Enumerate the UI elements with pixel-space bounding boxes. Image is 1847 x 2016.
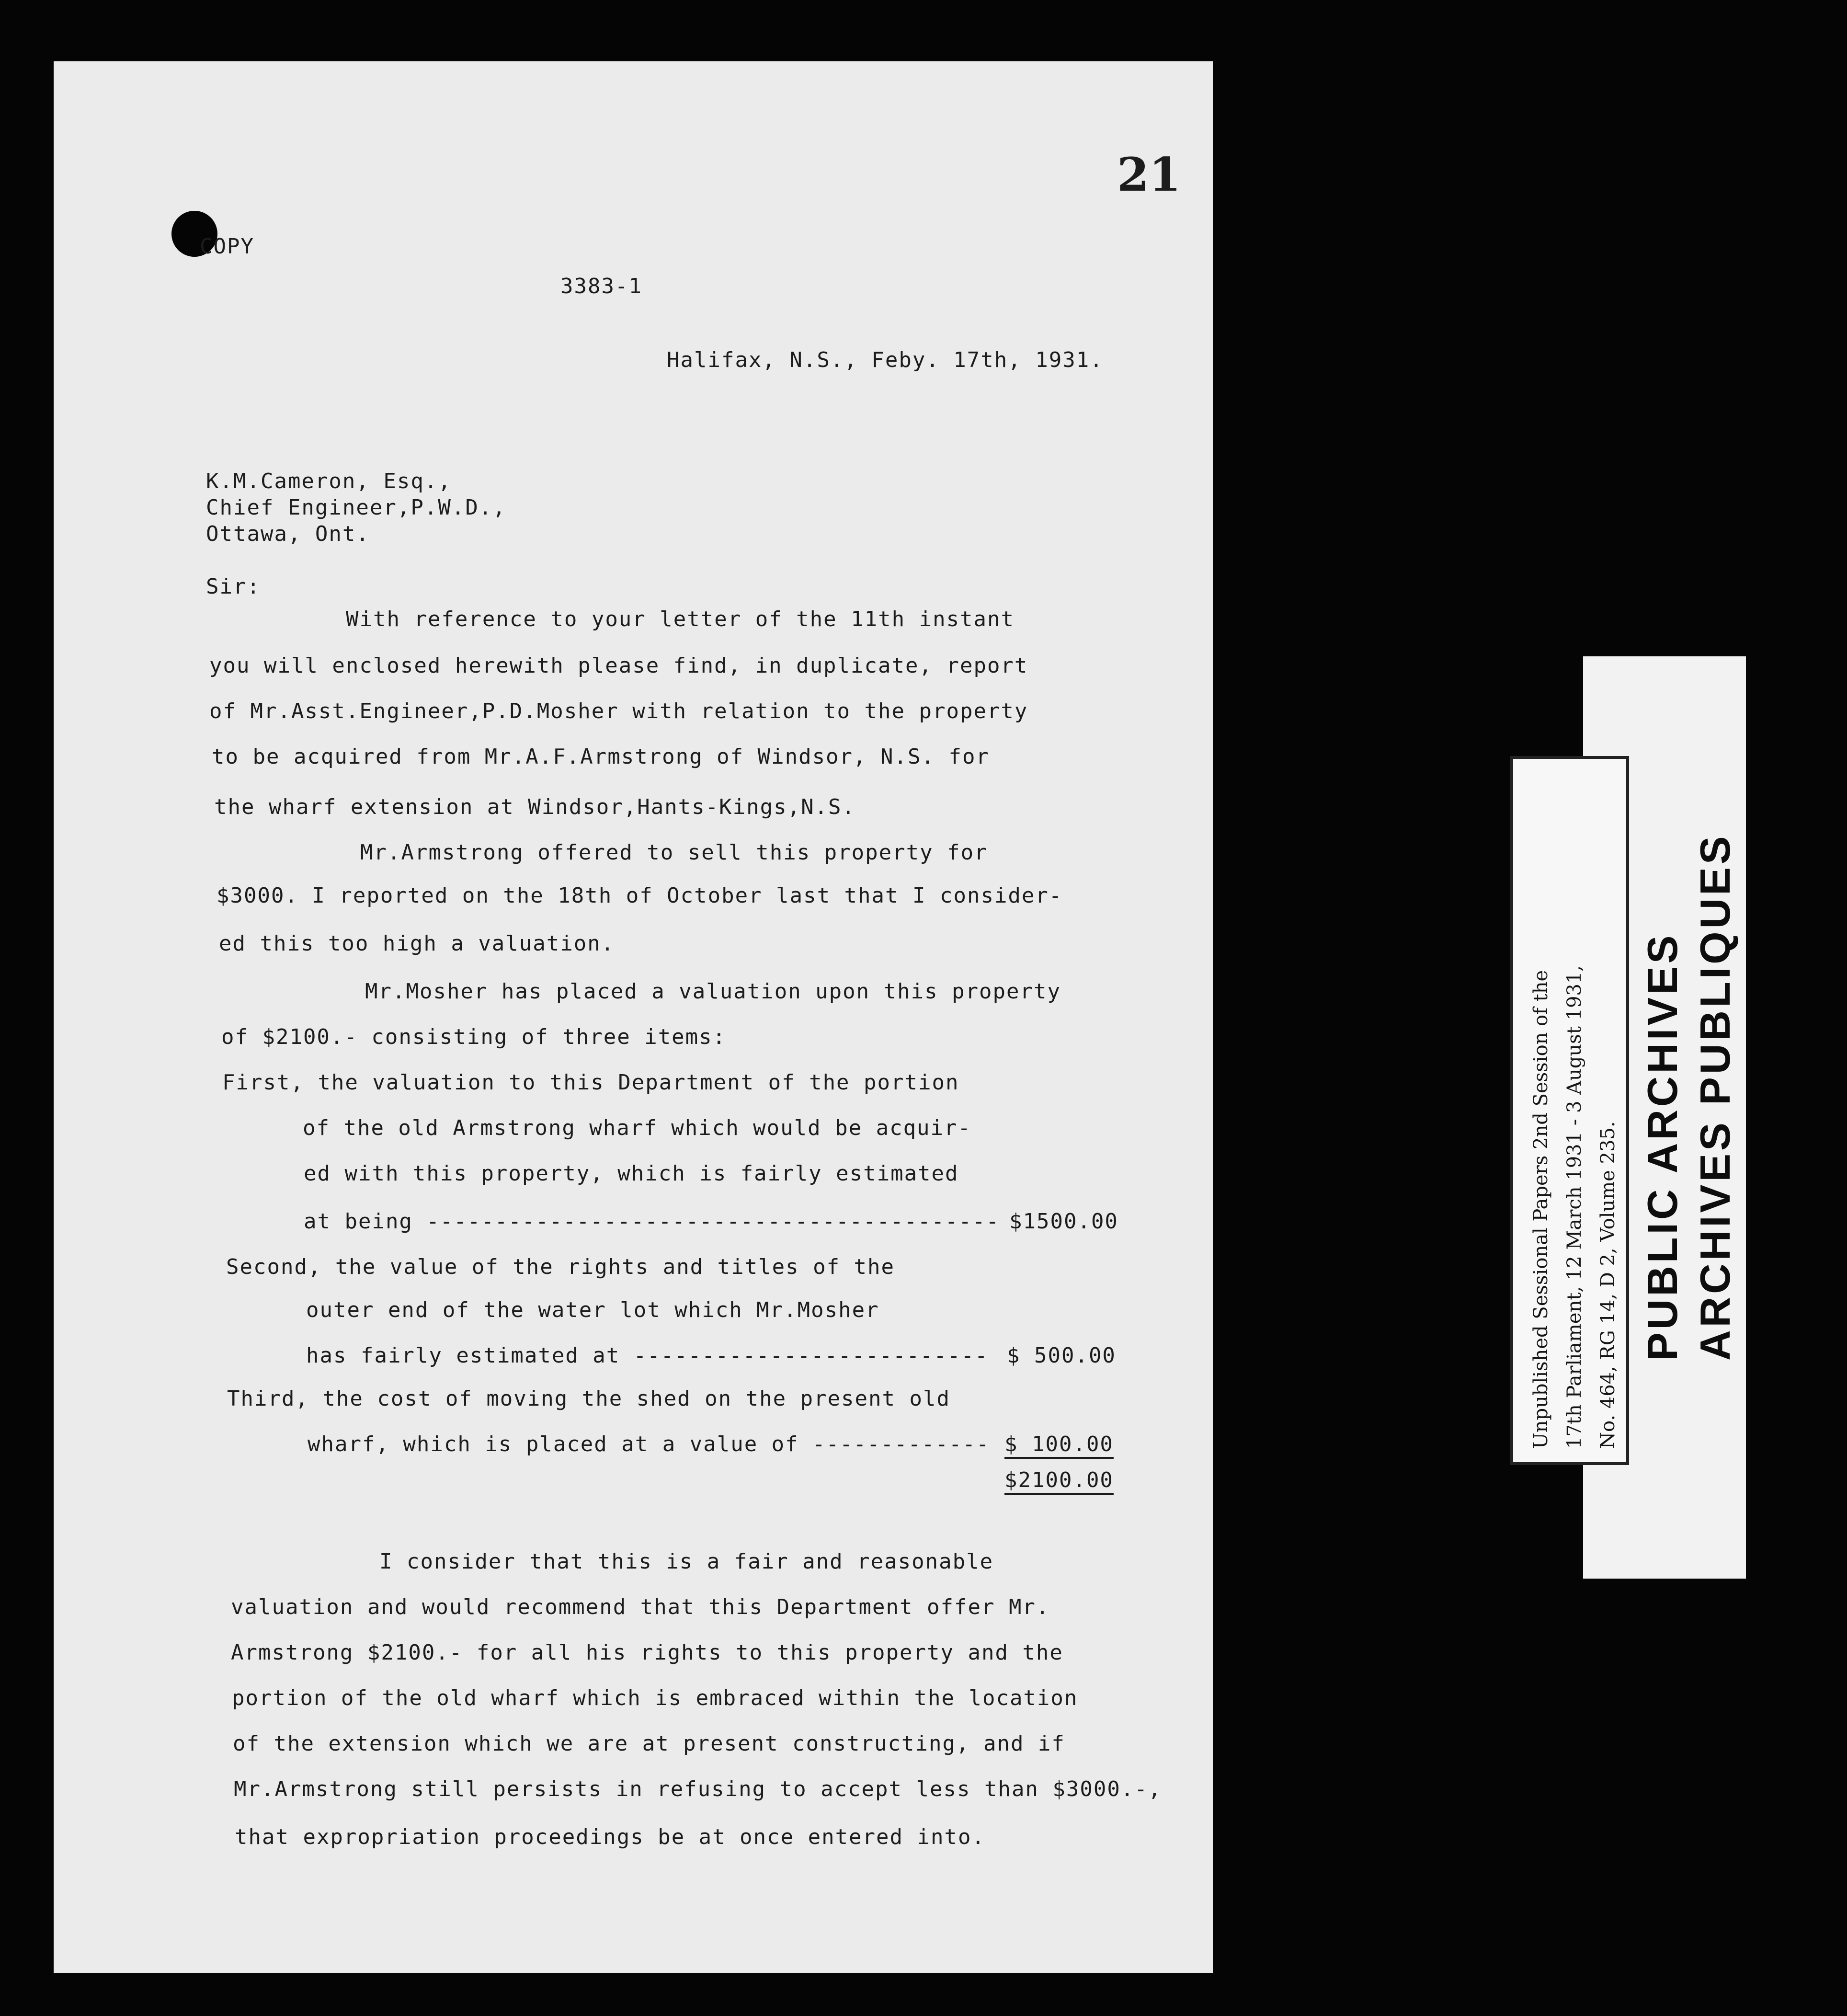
- paragraph-line: of the extension which we are at present constructing, and if: [233, 1731, 1065, 1756]
- paragraph-line: of Mr.Asst.Engineer,P.D.Mosher with relation to the property: [209, 699, 1028, 723]
- archive-stamp-fr: ARCHIVES PUBLIQUES: [1691, 833, 1739, 1361]
- paragraph-line: ed this too high a valuation.: [219, 931, 615, 956]
- archive-label: [1510, 756, 1629, 1465]
- item-line: Third, the cost of moving the shed on the present old: [227, 1386, 950, 1411]
- item-amount: $ 500.00: [1007, 1343, 1116, 1368]
- paragraph-line: Armstrong $2100.- for all his rights to this property and the: [231, 1640, 1063, 1665]
- item-line: First, the valuation to this Department of the portion: [222, 1070, 959, 1095]
- item-line: has fairly estimated at --------------------------: [306, 1343, 989, 1368]
- paragraph-line: that expropriation proceedings be at once entered into.: [235, 1825, 985, 1849]
- paragraph-line: $3000. I reported on the 18th of October last that I consider-: [217, 883, 1063, 908]
- item-line: outer end of the water lot which Mr.Mosher: [306, 1298, 879, 1322]
- paragraph-line: Mr.Armstrong still persists in refusing to accept less than $3000.-,: [234, 1777, 1162, 1801]
- item-line: Second, the value of the rights and titles of the: [226, 1255, 895, 1279]
- paragraph-line: valuation and would recommend that this Department offer Mr.: [231, 1595, 1050, 1619]
- total-amount: $2100.00: [1004, 1468, 1114, 1492]
- archive-label-line: No. 464, RG 14, D 2, Volume 235.: [1597, 1121, 1619, 1449]
- item-line: of the old Armstrong wharf which would be acquir-: [303, 1116, 972, 1140]
- recipient-title: Chief Engineer,P.W.D.,: [206, 495, 506, 520]
- item-line: at being ------------------------------------------: [304, 1209, 1000, 1234]
- paragraph-line: Mr.Armstrong offered to sell this property for: [360, 840, 988, 865]
- paragraph-line: of $2100.- consisting of three items:: [221, 1025, 727, 1049]
- salutation: Sir:: [206, 574, 261, 599]
- item-amount: $ 100.00: [1004, 1432, 1114, 1456]
- file-number: 3383-1: [560, 274, 642, 298]
- archive-label-line: 17th Parliament, 12 March 1931 - 3 August 1931,: [1563, 965, 1585, 1449]
- paragraph-line: I consider that this is a fair and reasonable: [379, 1549, 994, 1574]
- recipient-city: Ottawa, Ont.: [206, 522, 370, 546]
- item-amount: $1500.00: [1009, 1209, 1118, 1234]
- recipient-name: K.M.Cameron, Esq.,: [206, 469, 452, 493]
- copy-mark: COPY: [200, 234, 254, 259]
- paragraph-line: the wharf extension at Windsor,Hants-Kings,N.S.: [214, 795, 856, 819]
- item-line: wharf, which is placed at a value of -------------: [308, 1432, 990, 1456]
- item-line: ed with this property, which is fairly estimated: [304, 1161, 959, 1186]
- document-page: [54, 61, 1213, 1973]
- archive-label-line: Unpublished Sessional Papers 2nd Session of the: [1530, 970, 1552, 1449]
- paragraph-line: to be acquired from Mr.A.F.Armstrong of Windsor, N.S. for: [212, 745, 990, 769]
- page-number: 21: [1117, 148, 1181, 202]
- paragraph-line: Mr.Mosher has placed a valuation upon this property: [365, 979, 1061, 1004]
- paragraph-line: portion of the old wharf which is embraced within the location: [232, 1686, 1078, 1710]
- place-date: Halifax, N.S., Feby. 17th, 1931.: [667, 348, 1104, 372]
- paragraph-line: With reference to your letter of the 11th instant: [346, 607, 1015, 631]
- archive-stamp-en: PUBLIC ARCHIVES: [1639, 932, 1686, 1361]
- paragraph-line: you will enclosed herewith please find, in duplicate, report: [209, 653, 1028, 678]
